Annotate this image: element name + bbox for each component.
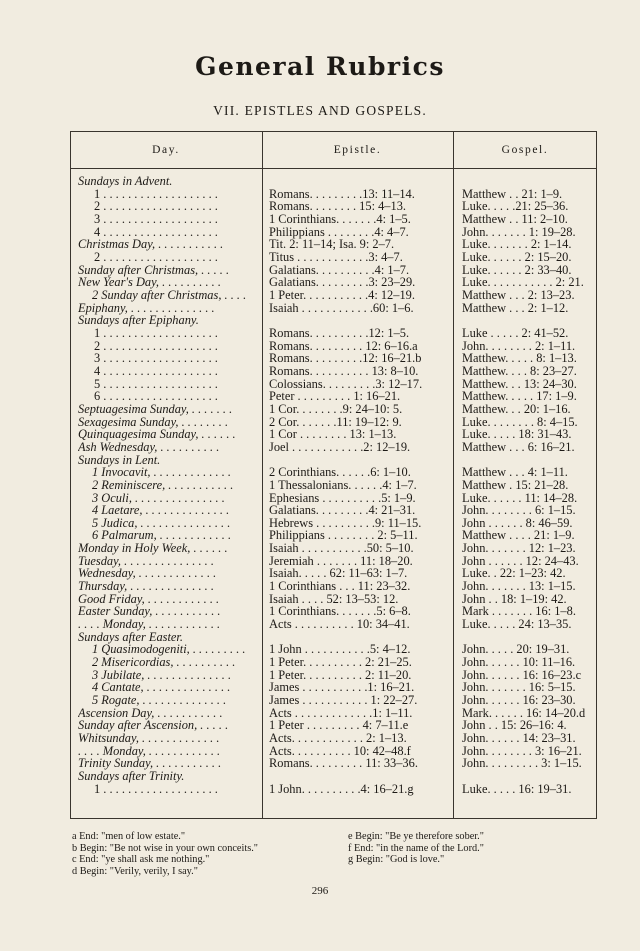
table-row [0, 479, 640, 492]
gospel-cell: John. . . . . . 16: 16–23.c [462, 668, 582, 682]
gospel-cell: Matthew . . . 2: 1–12. [462, 301, 569, 315]
gospel-cell: Matthew. . . 13: 24–30. [462, 377, 577, 391]
epistle-cell: Jeremiah . . . . . . . 11: 18–20. [269, 554, 413, 568]
gospel-cell: Luke. . . . . . . . 8: 4–15. [462, 415, 578, 429]
day-cell: 2 Sunday after Christmas, . . . . [92, 288, 247, 302]
gospel-cell: Luke. . . . . 18: 31–43. [462, 428, 572, 442]
table-row [0, 403, 640, 416]
footnote-f: f End: "in the name of the Lord." [348, 842, 484, 854]
table-row [0, 593, 640, 606]
gospel-cell: Luke . . . . . 2: 41–52. [462, 326, 569, 340]
footnote-e: e Begin: "Be ye therefore sober." [348, 831, 484, 842]
epistle-cell: Titus . . . . . . . . . . . .3: 4–7. [269, 250, 403, 264]
table-row [0, 492, 640, 505]
table-row [0, 441, 640, 454]
gospel-cell: Matthew . . 11: 2–10. [462, 212, 568, 226]
epistle-cell: Romans. . . . . . . . . 12: 6–16.a [269, 339, 418, 353]
day-cell: 1 Invocavit, . . . . . . . . . . . . . [92, 466, 232, 480]
epistle-cell: Ephesians . . . . . . . . . .5: 1–9. [269, 491, 416, 505]
table-row [0, 517, 640, 530]
day-column-header: Day. [152, 144, 180, 156]
table-row [0, 529, 640, 542]
epistle-cell: Acts. . . . . . . . . . . . 2: 1–13. [269, 732, 407, 746]
day-cell: 2 Reminiscere, . . . . . . . . . . . [92, 478, 234, 492]
gospel-cell: Matthew . . 21: 1–9. [462, 187, 563, 201]
gospel-cell: Luke. . . . . 16: 19–31. [462, 782, 572, 796]
day-cell: Sexagesima Sunday, . . . . . . . . [78, 415, 229, 429]
gospel-cell: Matthew . . . . 21: 1–9. [462, 529, 575, 543]
epistle-cell: James . . . . . . . . . . . 1: 22–27. [269, 694, 418, 708]
epistle-cell: 1 Peter . . . . . . . . . 4: 7–11.e [269, 719, 409, 733]
day-cell: 3 . . . . . . . . . . . . . . . . . . . [94, 212, 218, 226]
epistle-cell: 1 Peter. . . . . . . . . . 2: 11–20. [269, 668, 412, 682]
table-row [0, 555, 640, 568]
epistle-cell: Romans. . . . . . . . . .12: 1–5. [269, 326, 410, 340]
day-cell: New Year's Day, . . . . . . . . . . [78, 276, 221, 290]
table-row [0, 428, 640, 441]
table-row [0, 188, 640, 201]
epistle-cell: Colossians. . . . . . . . .3: 12–17. [269, 377, 423, 391]
epistle-cell: Hebrews . . . . . . . . . .9: 11–15. [269, 516, 422, 530]
epistle-cell: Tit. 2: 11–14; Isa. 9: 2–7. [269, 238, 395, 252]
table-row [0, 745, 640, 758]
gospel-cell: John . . . . . . 12: 24–43. [462, 554, 579, 568]
header-divider [70, 168, 597, 169]
day-cell: 4 Cantate, . . . . . . . . . . . . . . [92, 681, 231, 695]
table-row [0, 302, 640, 315]
gospel-cell: John. . . . . . . 12: 1–23. [462, 542, 576, 556]
epistle-cell: 1 John . . . . . . . . . . .5: 4–12. [269, 643, 411, 657]
page-title: General Rubrics [195, 52, 445, 81]
table-row [0, 719, 640, 732]
table-row [0, 352, 640, 365]
footnote-d: d Begin: "Verily, verily, I say." [72, 866, 198, 878]
gospel-cell: Luke. . . . .21: 25–36. [462, 200, 569, 214]
epistle-cell: Isaiah. . . . . 62: 11–63: 1–7. [269, 567, 408, 581]
epistle-cell: Joel . . . . . . . . . . . .2: 12–19. [269, 440, 411, 454]
day-cell: 1 Quasimodogeniti, . . . . . . . . . [92, 643, 246, 657]
day-cell: 1 . . . . . . . . . . . . . . . . . . . [94, 326, 218, 340]
epistle-cell: Philippians . . . . . . . .4: 4–7. [269, 225, 409, 239]
table-row [0, 378, 640, 391]
day-cell: Good Friday, . . . . . . . . . . . . [78, 592, 220, 606]
day-cell: 2 . . . . . . . . . . . . . . . . . . . [94, 200, 218, 214]
epistle-cell: Romans. . . . . . . . 15: 4–13. [269, 200, 406, 214]
epistle-cell: Acts. . . . . . . . . . 10: 42–48.f [269, 744, 411, 758]
gospel-cell: John. . . . . 20: 19–31. [462, 643, 570, 657]
epistle-cell: 1 John. . . . . . . . . .4: 16–21.g [269, 782, 414, 796]
gospel-cell: John. . . . . . . 13: 1–15. [462, 580, 576, 594]
day-cell: 6 Palmarum, . . . . . . . . . . . . [92, 529, 232, 543]
day-cell: Ash Wednesday, . . . . . . . . . . [78, 440, 220, 454]
footnotes-right [348, 831, 484, 866]
table-row [0, 732, 640, 745]
day-cell: Sundays after Easter. [78, 630, 183, 644]
epistle-cell: 2 Cor. . . . . . .11: 19–12: 9. [269, 415, 402, 429]
table-row [0, 643, 640, 656]
epistle-cell: James . . . . . . . . . . .1: 16–21. [269, 681, 415, 695]
day-cell: 5 Judica, . . . . . . . . . . . . . . . [92, 516, 231, 530]
day-cell: Christmas Day, . . . . . . . . . . . [78, 238, 224, 252]
section-title: VII. EPISTLES AND GOSPELS. [213, 103, 427, 118]
gospel-cell: John. . . . . . 10: 11–16. [462, 656, 576, 670]
day-cell: . . . . Monday, . . . . . . . . . . . . [78, 744, 221, 758]
day-cell: Epiphany, . . . . . . . . . . . . . . [78, 301, 215, 315]
epistle-cell: Galatians. . . . . . . . . .4: 1–7. [269, 263, 410, 277]
table-row [0, 504, 640, 517]
day-cell: 2 Misericordias, . . . . . . . . . . [92, 656, 236, 670]
gospel-cell: Mark . . . . . . . 16: 1–8. [462, 605, 576, 619]
day-cell: Whitsunday, . . . . . . . . . . . . . [78, 732, 220, 746]
table-row [0, 542, 640, 555]
day-cell: 4 Laetare, . . . . . . . . . . . . . . [92, 504, 230, 518]
epistle-cell: Romans. . . . . . . . . 11: 33–36. [269, 757, 418, 771]
gospel-cell: Matthew . . . 2: 13–23. [462, 288, 575, 302]
day-cell: Sunday after Ascension, . . . . . [78, 719, 229, 733]
epistle-cell: Isaiah . . . . . . . . . . . .60: 1–6. [269, 301, 414, 315]
gospel-cell: John. . . . . . . . 6: 1–15. [462, 504, 576, 518]
gospel-cell: Matthew. . . . . 8: 1–13. [462, 352, 577, 366]
epistle-cell: Isaiah . . . . . . . . . . .50: 5–10. [269, 542, 414, 556]
table-row [0, 175, 640, 188]
epistle-cell: Isaiah . . . . 52: 13–53: 12. [269, 592, 399, 606]
epistle-cell: 1 Cor. . . . . . . .9: 24–10: 5. [269, 402, 403, 416]
epistle-cell: Acts . . . . . . . . . . 10: 34–41. [269, 618, 410, 632]
epistle-cell: Galatians. . . . . . . . .3: 23–29. [269, 276, 416, 290]
day-cell: Easter Sunday, . . . . . . . . . . . [78, 605, 221, 619]
day-cell: 3 Jubilate, . . . . . . . . . . . . . . [92, 668, 232, 682]
day-cell: Septuagesima Sunday, . . . . . . . [78, 402, 233, 416]
table-row [0, 567, 640, 580]
day-cell: 5 . . . . . . . . . . . . . . . . . . . [94, 377, 218, 391]
table-row [0, 454, 640, 467]
table-row [0, 681, 640, 694]
gospel-column-header: Gospel. [501, 144, 549, 156]
day-cell: 4 . . . . . . . . . . . . . . . . . . . [94, 364, 218, 378]
epistle-cell: 1 Corinthians. . . . . . .5: 6–8. [269, 605, 411, 619]
table-row [0, 416, 640, 429]
gospel-cell: John. . . . . . . . 3: 16–21. [462, 744, 582, 758]
epistle-cell: 2 Corinthians. . . . . .6: 1–10. [269, 466, 411, 480]
epistle-cell: Romans. . . . . . . . .12: 16–21.b [269, 352, 422, 366]
epistle-cell: 1 Peter. . . . . . . . . . 2: 21–25. [269, 656, 412, 670]
day-cell: Thursday, . . . . . . . . . . . . . . [78, 580, 214, 594]
day-cell: 4 . . . . . . . . . . . . . . . . . . . [94, 225, 218, 239]
epistle-column-header: Epistle. [333, 144, 382, 156]
table-row [0, 757, 640, 770]
day-cell: 5 Rogate, . . . . . . . . . . . . . . [92, 694, 227, 708]
table-row [0, 340, 640, 353]
gospel-cell: John. . . . . . . . 2: 1–11. [462, 339, 576, 353]
gospel-cell: John. . . . . . 14: 23–31. [462, 732, 576, 746]
gospel-cell: Mark. . . . . . 16: 14–20.d [462, 706, 586, 720]
day-cell: Trinity Sunday, . . . . . . . . . . . [78, 757, 222, 771]
table-row [0, 226, 640, 239]
epistle-cell: Romans. . . . . . . . .13: 11–14. [269, 187, 415, 201]
day-cell: Sundays after Epiphany. [78, 314, 199, 328]
table-row [0, 580, 640, 593]
gospel-cell: John. . . . . . 16: 23–30. [462, 694, 576, 708]
table-row [0, 618, 640, 631]
gospel-cell: John . . 15: 26–16: 4. [462, 719, 567, 733]
day-cell: Sundays in Advent. [78, 175, 173, 188]
day-cell: Ascension Day, . . . . . . . . . . . [78, 706, 223, 720]
day-cell: Wednesday, . . . . . . . . . . . . . [78, 567, 217, 581]
table-row [0, 264, 640, 277]
table-row [0, 390, 640, 403]
day-cell: 2 . . . . . . . . . . . . . . . . . . . [94, 339, 218, 353]
gospel-cell: Matthew . . . 6: 16–21. [462, 440, 575, 454]
gospel-cell: Luke. . . . . . 2: 15–20. [462, 250, 572, 264]
table-row [0, 213, 640, 226]
epistle-cell: 1 Thessalonians. . . . . .4: 1–7. [269, 478, 417, 492]
table-row [0, 783, 640, 796]
table-row [0, 238, 640, 251]
day-cell: Sundays after Trinity. [78, 770, 185, 784]
epistle-cell: Galatians. . . . . . . . .4: 21–31. [269, 504, 416, 518]
epistle-cell: 1 Corinthians . . . 11: 23–32. [269, 580, 411, 594]
table-row [0, 669, 640, 682]
footnotes-left [72, 831, 258, 878]
table-row [0, 631, 640, 644]
gospel-cell: Matthew . . . 4: 1–11. [462, 466, 568, 480]
gospel-cell: John . . 18: 1–19: 42. [462, 592, 567, 606]
gospel-cell: John. . . . . . . . . 3: 1–15. [462, 757, 582, 771]
footnote-a: a End: "men of low estate." [72, 831, 186, 842]
day-cell: Tuesday, . . . . . . . . . . . . . . . [78, 554, 214, 568]
day-cell: Quinquagesima Sunday, . . . . . . [78, 428, 236, 442]
gospel-cell: John. . . . . . . 1: 19–28. [462, 225, 576, 239]
table-row [0, 365, 640, 378]
epistle-cell: 1 Corinthians. . . . . . .4: 1–5. [269, 212, 411, 226]
day-cell: 6 . . . . . . . . . . . . . . . . . . . [94, 390, 218, 404]
gospel-cell: Matthew. . . 20: 1–16. [462, 402, 571, 416]
day-cell: 3 Oculi, . . . . . . . . . . . . . . . [92, 491, 225, 505]
day-cell: Sundays in Lent. [78, 453, 161, 467]
table-row [0, 200, 640, 213]
table-row [0, 707, 640, 720]
table-row [0, 656, 640, 669]
epistle-cell: Acts . . . . . . . . . . . . .1: 1–11. [269, 706, 413, 720]
gospel-cell: Luke. . 22: 1–23: 42. [462, 567, 566, 581]
footnote-c: c End: "ye shall ask me nothing." [72, 854, 210, 866]
gospel-cell: Luke. . . . . 24: 13–35. [462, 618, 572, 632]
gospel-cell: Luke. . . . . . . 2: 1–14. [462, 238, 572, 252]
gospel-cell: John . . . . . . 8: 46–59. [462, 516, 573, 530]
gospel-cell: John. . . . . . . 16: 5–15. [462, 681, 576, 695]
table-row [0, 276, 640, 289]
day-cell: Sunday after Christmas, . . . . . [78, 263, 230, 277]
table-row [0, 289, 640, 302]
day-cell: . . . . Monday, . . . . . . . . . . . . [78, 618, 221, 632]
table-row [0, 251, 640, 264]
gospel-cell: Matthew. . . . . 17: 1–9. [462, 390, 577, 404]
epistle-cell: 1 Peter. . . . . . . . . . .4: 12–19. [269, 288, 415, 302]
gospel-cell: Matthew . 15: 21–28. [462, 478, 569, 492]
table-row [0, 770, 640, 783]
gospel-cell: Luke. . . . . . . . . . . 2: 21. [462, 276, 584, 290]
table-row [0, 327, 640, 340]
day-cell: 1 . . . . . . . . . . . . . . . . . . . [94, 782, 218, 796]
day-cell: 1 . . . . . . . . . . . . . . . . . . . [94, 187, 218, 201]
gospel-cell: Matthew. . . . 8: 23–27. [462, 364, 577, 378]
table-row [0, 605, 640, 618]
table-row [0, 314, 640, 327]
table-row [0, 466, 640, 479]
footnote-g: g Begin: "God is love." [348, 854, 445, 866]
epistle-cell: Romans. . . . . . . . . . 13: 8–10. [269, 364, 419, 378]
gospel-cell: Luke. . . . . . 2: 33–40. [462, 263, 572, 277]
day-cell: 3 . . . . . . . . . . . . . . . . . . . [94, 352, 218, 366]
day-cell: Monday in Holy Week, . . . . . . [78, 542, 228, 556]
epistle-cell: Peter . . . . . . . . . 1: 16–21. [269, 390, 401, 404]
table-row [0, 694, 640, 707]
footnote-b: b Begin: "Be not wise in your own conceits." [72, 842, 259, 854]
gospel-cell: Luke. . . . . . 11: 14–28. [462, 491, 578, 505]
page-number: 296 [311, 885, 329, 897]
epistle-cell: Philippians . . . . . . . . 2: 5–11. [269, 529, 418, 543]
epistle-cell: 1 Cor . . . . . . . . 13: 1–13. [269, 428, 397, 442]
day-cell: 2 . . . . . . . . . . . . . . . . . . . [94, 250, 218, 264]
